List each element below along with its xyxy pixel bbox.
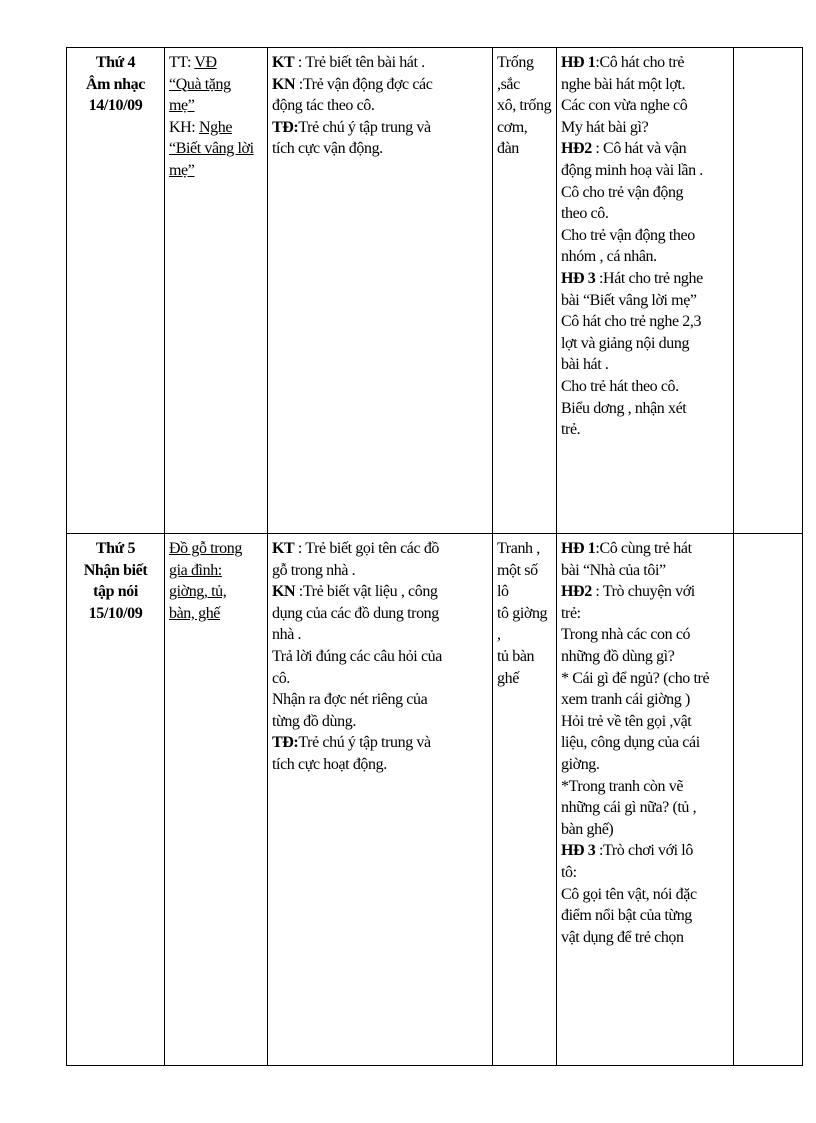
text-line	[561, 225, 729, 247]
line-text: liệu, công dụng của cái	[561, 734, 700, 752]
materials-cell	[493, 48, 557, 534]
text-line: tập nói	[93, 583, 138, 601]
topic-cell	[165, 534, 268, 1066]
text-line	[561, 927, 729, 949]
line-text: trẻ:	[561, 604, 581, 622]
line-text: tô:	[561, 863, 577, 881]
topic-title: VĐ	[194, 54, 217, 71]
line-text: tích cực vận động.	[272, 140, 383, 158]
text-line	[169, 74, 263, 96]
text-line	[561, 398, 729, 420]
text-line	[561, 376, 729, 398]
keyword-label: HĐ2	[561, 140, 592, 158]
line-text: trẻ.	[561, 421, 581, 439]
line-text: : Cô hát và vận	[591, 140, 687, 158]
keyword-label: HĐ 3	[561, 269, 596, 287]
text-line	[561, 797, 729, 819]
line-text: *Trong tranh còn vẽ	[561, 777, 684, 795]
materials-cell	[493, 534, 557, 1066]
notes-cell	[734, 534, 803, 1066]
text-line	[272, 624, 488, 646]
text-line	[561, 138, 729, 160]
text-line	[169, 538, 263, 560]
line-text: từng đồ dùng.	[272, 712, 356, 730]
line-text: :Cô hát cho trẻ	[595, 54, 685, 71]
text-line	[561, 354, 729, 376]
lesson-plan-table	[66, 47, 803, 1066]
day-cell	[67, 534, 165, 1066]
topic-title: “Biết vâng lời	[169, 140, 254, 158]
line-text: động minh hoạ vài lần .	[561, 161, 703, 179]
text-line	[272, 754, 488, 776]
activities-cell	[557, 48, 734, 534]
line-text: gỗ trong nhà .	[272, 561, 356, 579]
text-line	[272, 117, 488, 139]
line-text: : Trẻ biết tên bài hát .	[294, 54, 425, 71]
table-row	[67, 48, 803, 534]
text-line	[561, 776, 729, 798]
line-text: Cô cho trẻ vận động	[561, 183, 684, 201]
text-line	[561, 754, 729, 776]
text-line	[561, 203, 729, 225]
line-text: Cho trẻ vận động theo	[561, 226, 695, 244]
line-text: Trả lời đúng các câu hỏi của	[272, 647, 442, 665]
text-line	[561, 646, 729, 668]
text-line	[561, 732, 729, 754]
text-line	[272, 74, 488, 96]
keyword-label: HĐ2	[561, 583, 592, 601]
text-line: Tranh ,	[497, 540, 540, 557]
text-line: 15/10/09	[88, 604, 143, 622]
text-line: Thứ 5	[95, 540, 136, 557]
text-line	[272, 668, 488, 690]
line-text: tích cực hoạt động.	[272, 755, 387, 773]
text-line	[561, 333, 729, 355]
topic-title: giờng, tủ,	[169, 583, 227, 601]
text-line	[561, 74, 729, 96]
keyword-label: KT	[272, 540, 295, 557]
text-line	[561, 862, 729, 884]
line-text: :Trẻ biết vật liệu , công	[295, 583, 438, 601]
lesson-plan-body	[67, 48, 803, 1066]
line-text: nhà .	[272, 626, 302, 644]
line-text: những cái gì nữa? (tủ ,	[561, 799, 697, 817]
text-line	[272, 95, 488, 117]
line-text: bài “Nhà của tôi”	[561, 561, 666, 579]
keyword-label: HĐ 3	[561, 842, 596, 860]
line-text: Trẻ chú ý tập trung và	[298, 734, 431, 752]
line-text: Hỏi trẻ về tên gọi ,vật	[561, 712, 692, 730]
text-line	[272, 603, 488, 625]
text-line	[169, 117, 263, 139]
line-text: bàn ghế)	[561, 820, 614, 838]
line-text: Trẻ chú ý tập trung và	[298, 118, 431, 136]
keyword-label: KN	[272, 75, 296, 93]
text-line	[272, 138, 488, 160]
text-line	[561, 246, 729, 268]
line-text: Cho trẻ hát theo cô.	[561, 377, 679, 395]
text-line: cơm, đàn	[497, 118, 528, 158]
line-text: động tác theo cô.	[272, 97, 375, 115]
line-text: : Trẻ biết gọi tên các đồ	[294, 540, 440, 557]
text-line	[561, 581, 729, 603]
notes-cell	[734, 48, 803, 534]
line-text: xem tranh cái giờng )	[561, 691, 690, 709]
line-text: giờng.	[561, 755, 600, 773]
text-line	[561, 117, 729, 139]
text-line	[561, 603, 729, 625]
line-text: :Trẻ vận động đợc các	[295, 75, 433, 93]
goals-cell	[268, 48, 493, 534]
text-line: một số lô	[497, 561, 538, 601]
line-text: * Cái gì để ngủ? (cho trẻ	[561, 669, 710, 687]
text-line	[561, 711, 729, 733]
text-line: tủ bàn ghế	[497, 647, 535, 687]
line-text: theo cô.	[561, 205, 609, 223]
text-line	[561, 560, 729, 582]
text-line	[561, 311, 729, 333]
text-line	[561, 268, 729, 290]
text-line	[169, 581, 263, 603]
text-line	[272, 581, 488, 603]
topic-title: Nghe	[198, 118, 233, 136]
topic-title: mẹ”	[169, 161, 195, 179]
text-line	[169, 160, 263, 182]
topic-title: “Quà tặng	[169, 75, 231, 93]
text-line	[561, 905, 729, 927]
text-line	[272, 560, 488, 582]
line-text: :Cô cùng trẻ hát	[595, 540, 692, 557]
text-line	[561, 182, 729, 204]
text-line: Nhận biết	[83, 561, 148, 579]
line-text: bài hát .	[561, 356, 609, 374]
text-line: xô, trống	[497, 97, 552, 115]
text-line	[272, 689, 488, 711]
topic-title: Đồ gỗ trong	[169, 540, 242, 557]
text-line	[169, 138, 263, 160]
text-line: tô giờng ,	[497, 604, 548, 644]
line-text: : Trò chuyện với	[591, 583, 695, 601]
text-line	[561, 52, 729, 74]
text-line	[561, 884, 729, 906]
line-text: vật dụng để trẻ chọn	[561, 928, 684, 946]
text-line: Trống ,sắc	[497, 54, 534, 93]
line-text: cô.	[272, 669, 290, 687]
line-text: Cô hát cho trẻ nghe 2,3	[561, 313, 702, 331]
line-text: nghe bài hát một lợt.	[561, 75, 686, 93]
line-text: Biểu dơng , nhận xét	[561, 399, 687, 417]
keyword-label: HĐ 1	[561, 540, 596, 557]
text-line	[272, 732, 488, 754]
keyword-label: TĐ:	[272, 734, 299, 752]
text-line	[561, 840, 729, 862]
line-text: lợt và giảng nội dung	[561, 334, 690, 352]
goals-cell	[268, 534, 493, 1066]
topic-title: mẹ”	[169, 97, 195, 115]
text-line	[169, 52, 263, 74]
text-line	[169, 560, 263, 582]
text-line	[561, 668, 729, 690]
text-line	[561, 95, 729, 117]
text-line: Thứ 4	[95, 54, 136, 71]
line-text: Trong nhà các con có	[561, 626, 691, 644]
text-line	[561, 819, 729, 841]
text-line	[272, 711, 488, 733]
text-line	[561, 624, 729, 646]
topic-prefix: TT:	[169, 54, 195, 71]
day-cell	[67, 48, 165, 534]
text-line	[169, 95, 263, 117]
text-line: 14/10/09	[88, 97, 143, 115]
line-text: :Trò chơi với lô	[595, 842, 693, 860]
keyword-label: KN	[272, 583, 296, 601]
topic-prefix: KH:	[169, 118, 199, 136]
line-text: Nhận ra đợc nét riêng của	[272, 691, 428, 709]
text-line	[169, 603, 263, 625]
topic-title: gia đình:	[169, 561, 222, 579]
keyword-label: KT	[272, 54, 295, 71]
line-text: những đồ dùng gì?	[561, 647, 675, 665]
text-line	[272, 538, 488, 560]
text-line	[272, 646, 488, 668]
keyword-label: TĐ:	[272, 118, 299, 136]
line-text: nhóm , cá nhân.	[561, 248, 657, 266]
line-text: My hát bài gì?	[561, 118, 649, 136]
text-line	[561, 290, 729, 312]
line-text: dụng của các đồ dung trong	[272, 604, 439, 622]
line-text: Cô gọi tên vật, nói đặc	[561, 885, 697, 903]
line-text: :Hát cho trẻ nghe	[595, 269, 703, 287]
line-text: điểm nổi bật của từng	[561, 907, 692, 925]
topic-title: bàn, ghế	[169, 604, 221, 622]
text-line	[561, 689, 729, 711]
table-row	[67, 534, 803, 1066]
line-text: Các con vừa nghe cô	[561, 97, 688, 115]
line-text: bài “Biết vâng lời mẹ”	[561, 291, 697, 309]
topic-cell	[165, 48, 268, 534]
text-line	[272, 52, 488, 74]
text-line	[561, 419, 729, 441]
text-line: Âm nhạc	[86, 75, 145, 93]
keyword-label: HĐ 1	[561, 54, 596, 71]
text-line	[561, 160, 729, 182]
text-line	[561, 538, 729, 560]
activities-cell	[557, 534, 734, 1066]
